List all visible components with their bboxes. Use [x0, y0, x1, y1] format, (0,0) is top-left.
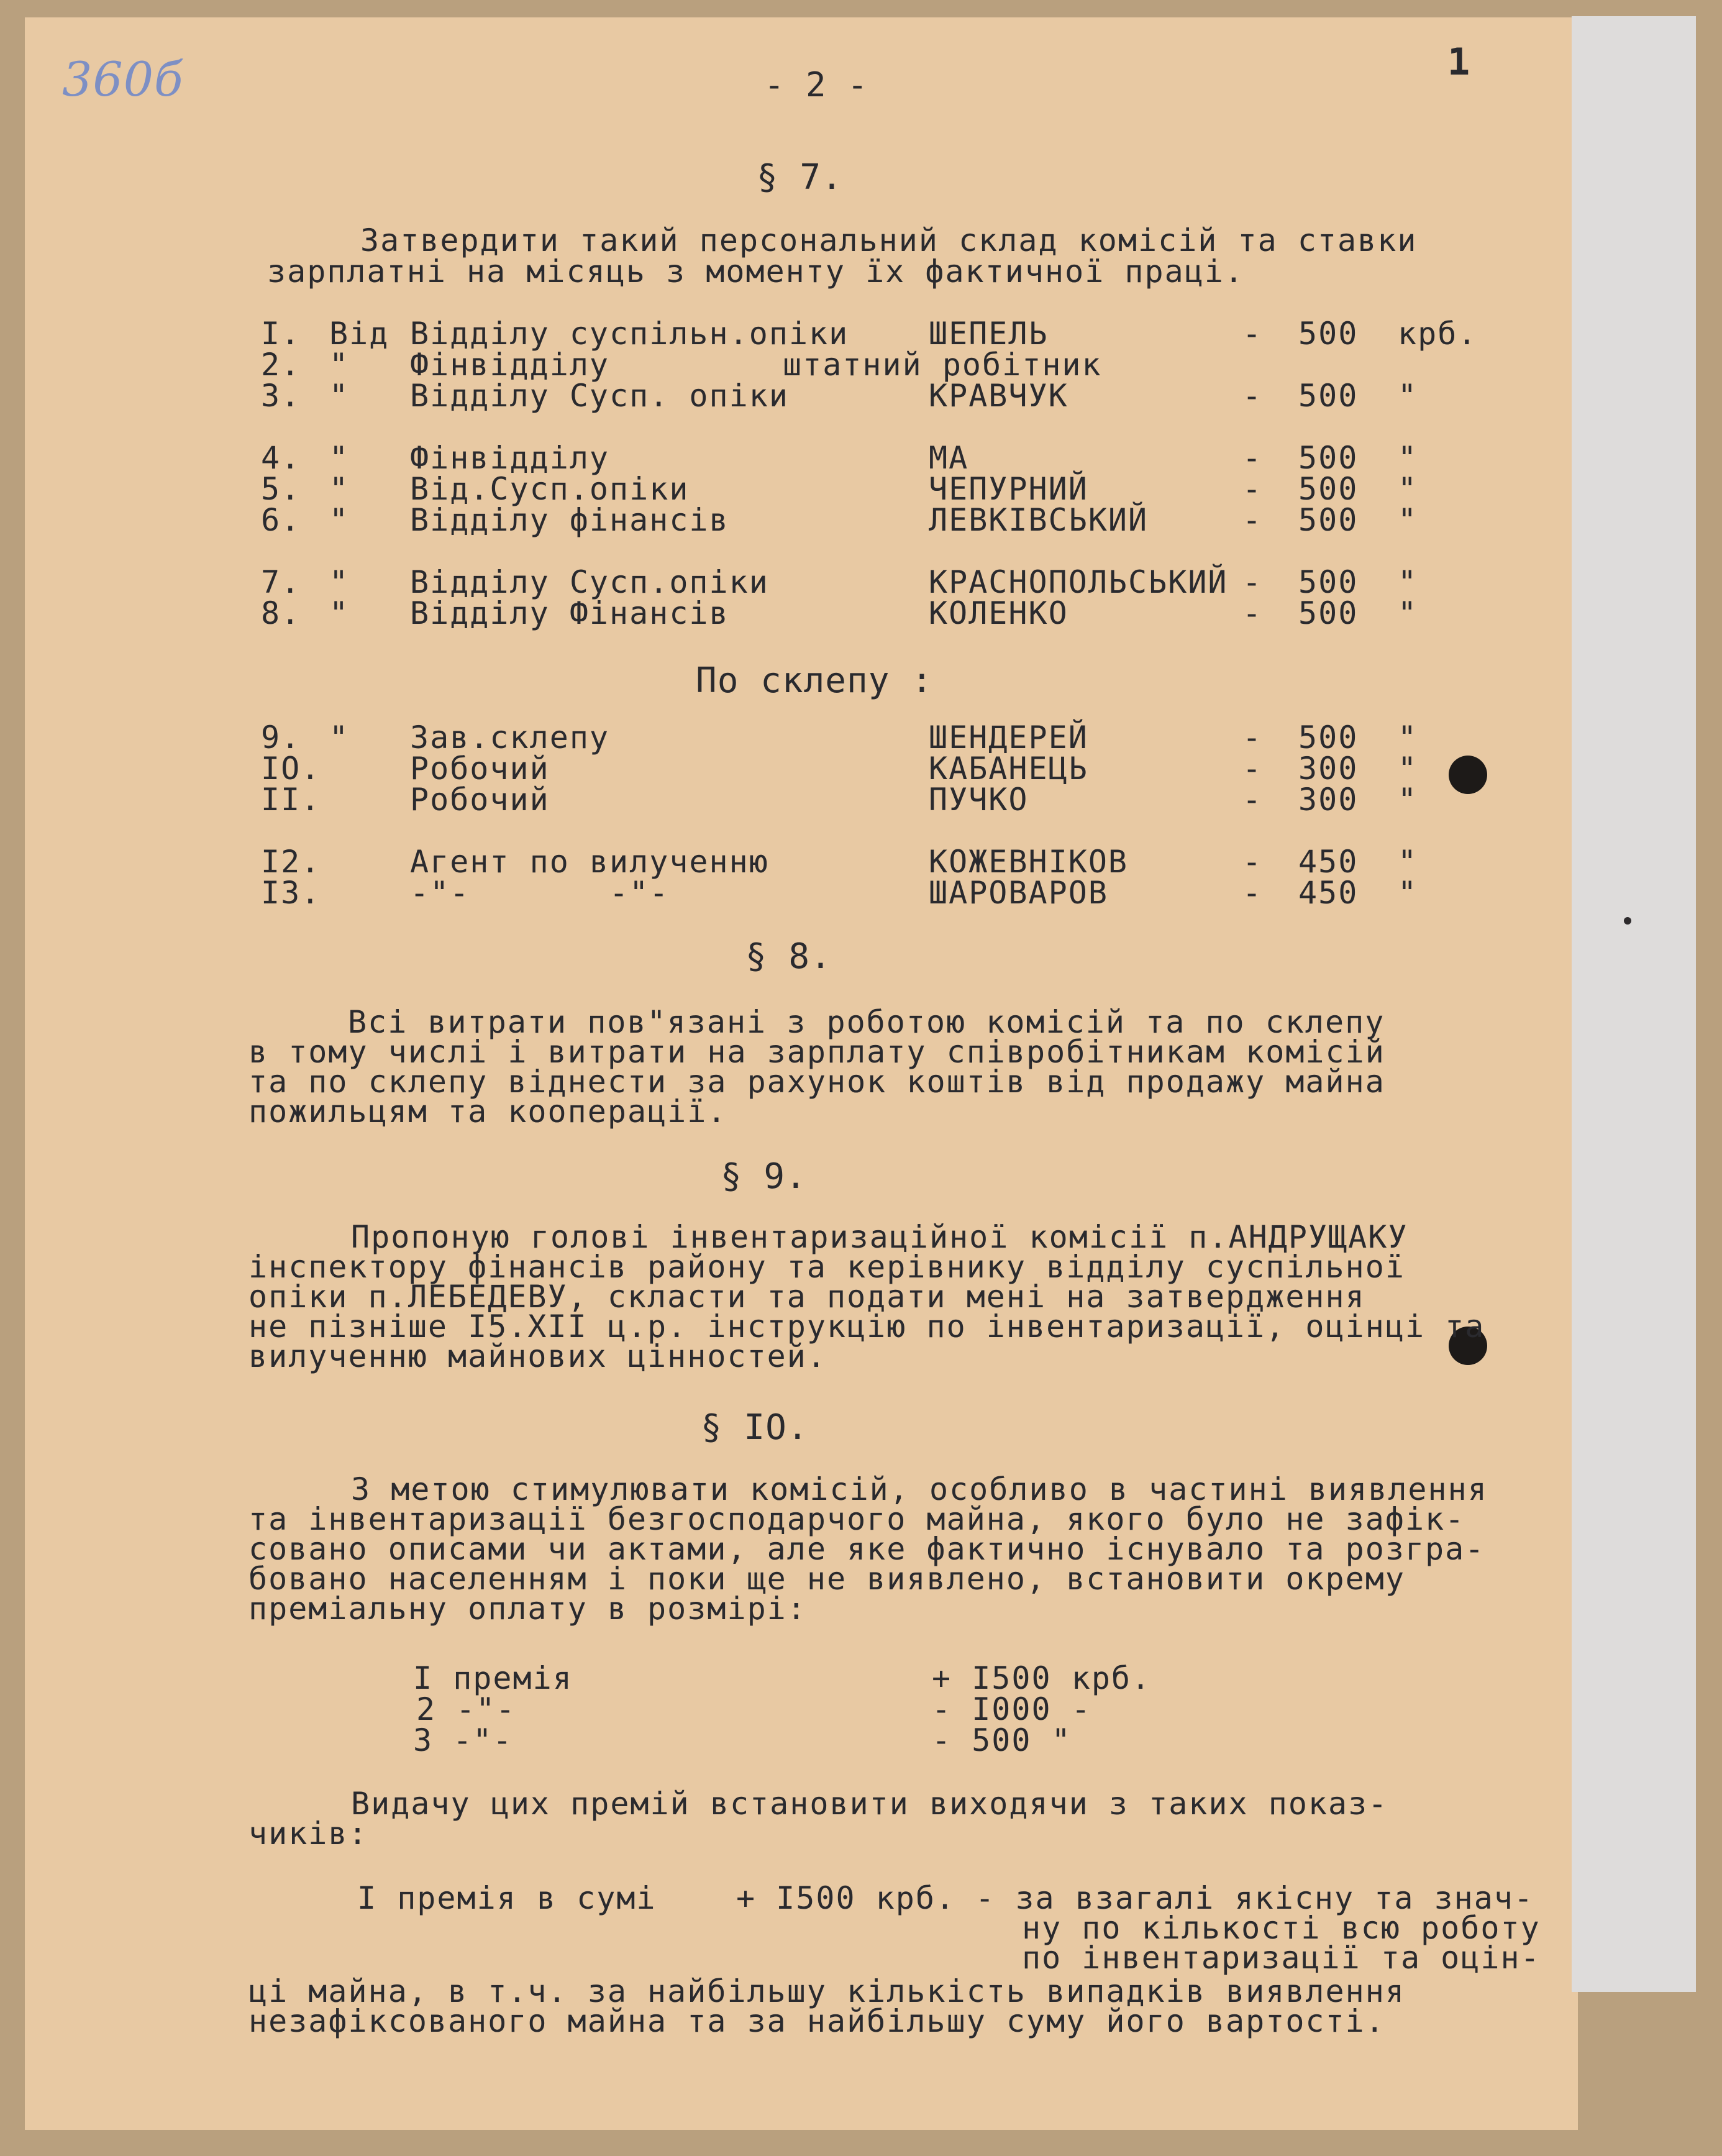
- premium-label: 3 -"-: [413, 1722, 513, 1758]
- premium-1-cont: по інвентаризації та оцін-: [1022, 1940, 1541, 1976]
- section-9-line: опіки п.ЛЕБЕДЕВУ, скласти та подати мені на затвердження: [248, 1279, 1365, 1315]
- staff-row-dash: -: [1242, 595, 1263, 631]
- section-8-line: Всі витрати пов"язані з роботою комісій та по склепу: [348, 1004, 1385, 1040]
- staff-row-number: II.: [261, 782, 321, 818]
- staff-row-unit: ": [1398, 502, 1418, 538]
- staff-row-dash: -: [1242, 316, 1263, 352]
- section-heading-7: § 7.: [757, 157, 843, 198]
- section-9-line: Пропоную голові інвентаризаційної комісії п.АНДРУЩАКУ: [351, 1219, 1408, 1255]
- staff-row-prefix: ": [329, 378, 350, 414]
- section-10-line: совано описами чи актами, але яке фактично існувало та розгра-: [248, 1531, 1485, 1567]
- premium-amount: - 500 ": [932, 1722, 1072, 1758]
- premium-amount: - I000 -: [932, 1691, 1091, 1727]
- staff-row-amount: 300: [1298, 751, 1359, 787]
- staff-row-name: КАБАНЕЦЬ: [929, 751, 1088, 787]
- staff-row-unit: ": [1398, 782, 1418, 818]
- staff-row-amount: 500: [1298, 440, 1359, 476]
- section-9-line: інспектору фінансів району та керівнику відділу суспільної: [248, 1249, 1405, 1285]
- staff-row-department: Відділу Сусп. опіки: [410, 378, 789, 414]
- staff-row-prefix: ": [329, 595, 350, 631]
- section-9-line: вилученню майнових цінностей.: [248, 1338, 827, 1374]
- section-10-line: бовано населенням і поки ще не виявлено, встановити окрему: [248, 1561, 1405, 1597]
- edge-mark: [1624, 917, 1631, 925]
- staff-row-amount: 500: [1298, 471, 1359, 507]
- staff-row-department: Відділу фінансів: [410, 502, 729, 538]
- premium-amount: + I500 крб.: [932, 1660, 1152, 1696]
- staff-row-department: Зав.склепу: [410, 719, 610, 756]
- staff-row-unit: ": [1398, 595, 1418, 631]
- section-10-final-line: незафіксованого майна та за найбільшу суму його вартості.: [248, 2003, 1385, 2039]
- staff-row-name: ШЕПЕЛЬ: [929, 316, 1049, 352]
- section-7-intro-line2: зарплатні на місяць з моменту їх фактичної праці.: [267, 254, 1245, 290]
- staff-row-unit: ": [1398, 471, 1418, 507]
- section-8-line: в тому числі і витрати на зарплату співробітникам комісій: [248, 1034, 1385, 1070]
- staff-row-amount: 500: [1298, 502, 1359, 538]
- staff-row-department: Відділу суспільн.опіки: [410, 316, 849, 352]
- staff-row-amount: 450: [1298, 875, 1359, 911]
- store-heading: По склепу :: [696, 660, 933, 701]
- staff-row-amount: 500: [1298, 316, 1359, 352]
- staff-row-prefix: ": [329, 719, 350, 756]
- staff-row-dash: -: [1242, 440, 1263, 476]
- section-heading-9: § 9.: [721, 1156, 807, 1197]
- staff-row-department: Фінвідділу: [410, 347, 610, 383]
- staff-row-amount: 500: [1298, 564, 1359, 600]
- punch-hole-top: [1449, 756, 1487, 794]
- staff-row-unit: ": [1398, 564, 1418, 600]
- staff-row-dash: -: [1242, 564, 1263, 600]
- staff-row-name: ШЕНДЕРЕЙ: [929, 719, 1088, 756]
- staff-row-name: ШАРОВАРОВ: [929, 875, 1108, 911]
- tissue-paper-strip: [1572, 16, 1696, 1992]
- section-10-final-line: ці майна, в т.ч. за найбільшу кількість випадків виявлення: [248, 1973, 1405, 2009]
- premium-1-text: I премія в сумі + I500 крб. - за взагалі якісну та знач-: [357, 1880, 1534, 1916]
- staff-row-number: 7.: [261, 564, 301, 600]
- staff-row-number: 6.: [261, 502, 301, 538]
- premium-label: 2 -"-: [416, 1691, 516, 1727]
- section-8-line: та по склепу віднести за рахунок коштів від продажу майна: [248, 1064, 1385, 1100]
- staff-row-department: Фінвідділу: [410, 440, 610, 476]
- staff-row-number: 2.: [261, 347, 301, 383]
- premium-1-cont: ну по кількості всю роботу: [1022, 1910, 1541, 1946]
- staff-row-number: I2.: [261, 844, 321, 880]
- premium-label: I премія: [413, 1660, 573, 1696]
- staff-row-name: ЛЕВКІВСЬКИЙ: [929, 502, 1149, 538]
- section-10-after-line: Видачу цих премій встановити виходячи з таких показ-: [351, 1786, 1388, 1822]
- section-10-line: преміальну оплату в розмірі:: [248, 1591, 807, 1627]
- staff-row-name: КОЛЕНКО: [929, 595, 1068, 631]
- section-10-line: та інвентаризації безгосподарчого майна, якого було не зафік-: [248, 1501, 1465, 1537]
- staff-row-number: 3.: [261, 378, 301, 414]
- staff-row-number: IO.: [261, 751, 321, 787]
- staff-row-unit: ": [1398, 875, 1418, 911]
- staff-row-dash: -: [1242, 844, 1263, 880]
- staff-row-department: Агент по вилученню: [410, 844, 769, 880]
- staff-row-prefix: ": [329, 347, 350, 383]
- staff-row-number: I3.: [261, 875, 321, 911]
- section-10-after-line: чиків:: [248, 1816, 368, 1852]
- staff-row-unit: ": [1398, 719, 1418, 756]
- staff-row-department: -"- -"-: [410, 875, 670, 911]
- staff-row-unit: ": [1398, 844, 1418, 880]
- staff-row-prefix: ": [329, 564, 350, 600]
- staff-row-prefix: Від: [329, 316, 390, 352]
- staff-row-amount: 450: [1298, 844, 1359, 880]
- corner-mark: 1: [1447, 40, 1471, 84]
- section-7-intro-line1: Затвердити такий персональний склад комісій та ставки: [360, 222, 1418, 258]
- staff-row-dash: -: [1242, 751, 1263, 787]
- staff-row-dash: -: [1242, 875, 1263, 911]
- staff-row-prefix: ": [329, 471, 350, 507]
- staff-row-unit: ": [1398, 751, 1418, 787]
- staff-row-dash: -: [1242, 719, 1263, 756]
- staff-row-dash: -: [1242, 378, 1263, 414]
- staff-row-prefix: ": [329, 440, 350, 476]
- section-9-line: не пізніше І5.XII ц.р. інструкцію по інвентаризації, оцінці та: [248, 1309, 1485, 1345]
- staff-row-name: КРАВЧУК: [929, 378, 1068, 414]
- archive-number: 360б: [62, 52, 184, 107]
- staff-row-name: ПУЧКО: [929, 782, 1029, 818]
- staff-row-dash: -: [1242, 782, 1263, 818]
- staff-row-unit: ": [1398, 440, 1418, 476]
- staff-row-number: I.: [261, 316, 301, 352]
- staff-row-department: Робочий: [410, 782, 550, 818]
- staff-row-dash: -: [1242, 471, 1263, 507]
- staff-row-amount: 500: [1298, 378, 1359, 414]
- staff-row-number: 9.: [261, 719, 301, 756]
- staff-row-number: 4.: [261, 440, 301, 476]
- staff-row-department: Від.Сусп.опіки: [410, 471, 690, 507]
- staff-row-department: Відділу Фінансів: [410, 595, 729, 631]
- staff-row-department: Відділу Сусп.опіки: [410, 564, 769, 600]
- staff-row-unit: крб.: [1398, 316, 1478, 352]
- staff-row-name: КОЖЕВНІКОВ: [929, 844, 1129, 880]
- staff-row-name: штатний робітник: [783, 347, 1102, 383]
- staff-row-department: Робочий: [410, 751, 550, 787]
- staff-row-number: 8.: [261, 595, 301, 631]
- staff-row-name: КРАСНОПОЛЬСЬКИЙ: [929, 564, 1228, 600]
- staff-row-unit: ": [1398, 378, 1418, 414]
- staff-row-amount: 500: [1298, 595, 1359, 631]
- staff-row-dash: -: [1242, 502, 1263, 538]
- staff-row-amount: 300: [1298, 782, 1359, 818]
- staff-row-amount: 500: [1298, 719, 1359, 756]
- staff-row-prefix: ": [329, 502, 350, 538]
- staff-row-number: 5.: [261, 471, 301, 507]
- staff-row-name: МА: [929, 440, 969, 476]
- section-10-line: З метою стимулювати комісій, особливо в частині виявлення: [351, 1471, 1488, 1507]
- section-heading-10: § IO.: [701, 1407, 809, 1448]
- staff-row-name: ЧЕПУРНИЙ: [929, 471, 1088, 507]
- section-heading-8: § 8.: [745, 936, 832, 977]
- section-8-line: пожильцям та кооперації.: [248, 1094, 727, 1130]
- page-number: - 2 -: [764, 65, 868, 104]
